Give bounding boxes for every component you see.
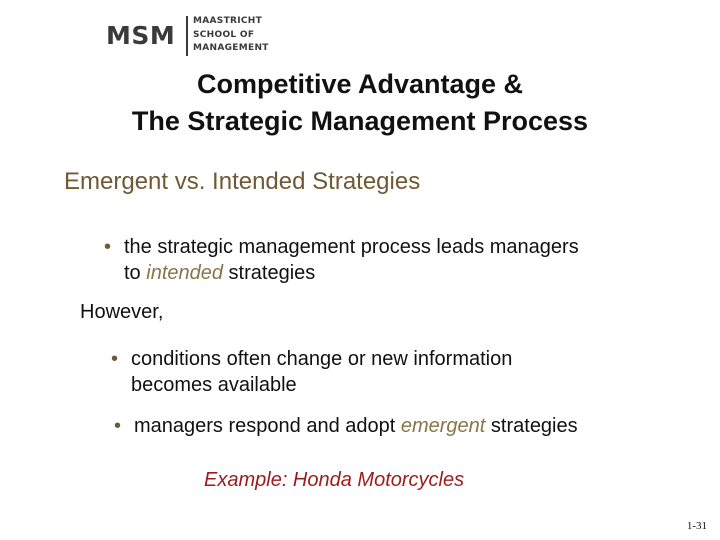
logo-line-3: MANAGEMENT [193,43,269,53]
slide-title [0,66,720,140]
slide-title-line-1: Competitive Advantage & [196,69,524,99]
logo-line-1: MAASTRICHT [193,16,263,26]
slide-subtitle: Emergent vs. Intended Strategies [64,168,421,195]
emphasis-emergent: emergent [400,415,486,437]
bullet-line-2: becomes available [131,374,297,396]
bullet-icon: • [114,415,122,437]
bullet-line-2: to intended strategies [124,262,316,284]
slide-title-line-2: The Strategic Management Process [131,106,589,136]
bullet-line-1: conditions often change or new information [131,348,513,370]
emphasis-intended: intended [146,262,223,284]
bullet-icon: • [111,348,119,370]
bullet-text: managers respond and adopt emergent strategies [134,415,578,437]
page-number: 1-31 [686,520,707,532]
bullet-icon: • [104,236,112,258]
example-text: Example: Honda Motorcycles [204,469,465,491]
logo-mark: MSM [106,21,176,50]
bullet-line-1: the strategic management process leads managers [124,236,579,258]
bullet-text [124,234,579,286]
logo-divider [186,16,188,56]
bullet-text [131,346,512,398]
logo-institution-name [193,15,269,56]
however-text: However, [80,301,164,323]
logo-line-2: SCHOOL OF [193,29,255,40]
